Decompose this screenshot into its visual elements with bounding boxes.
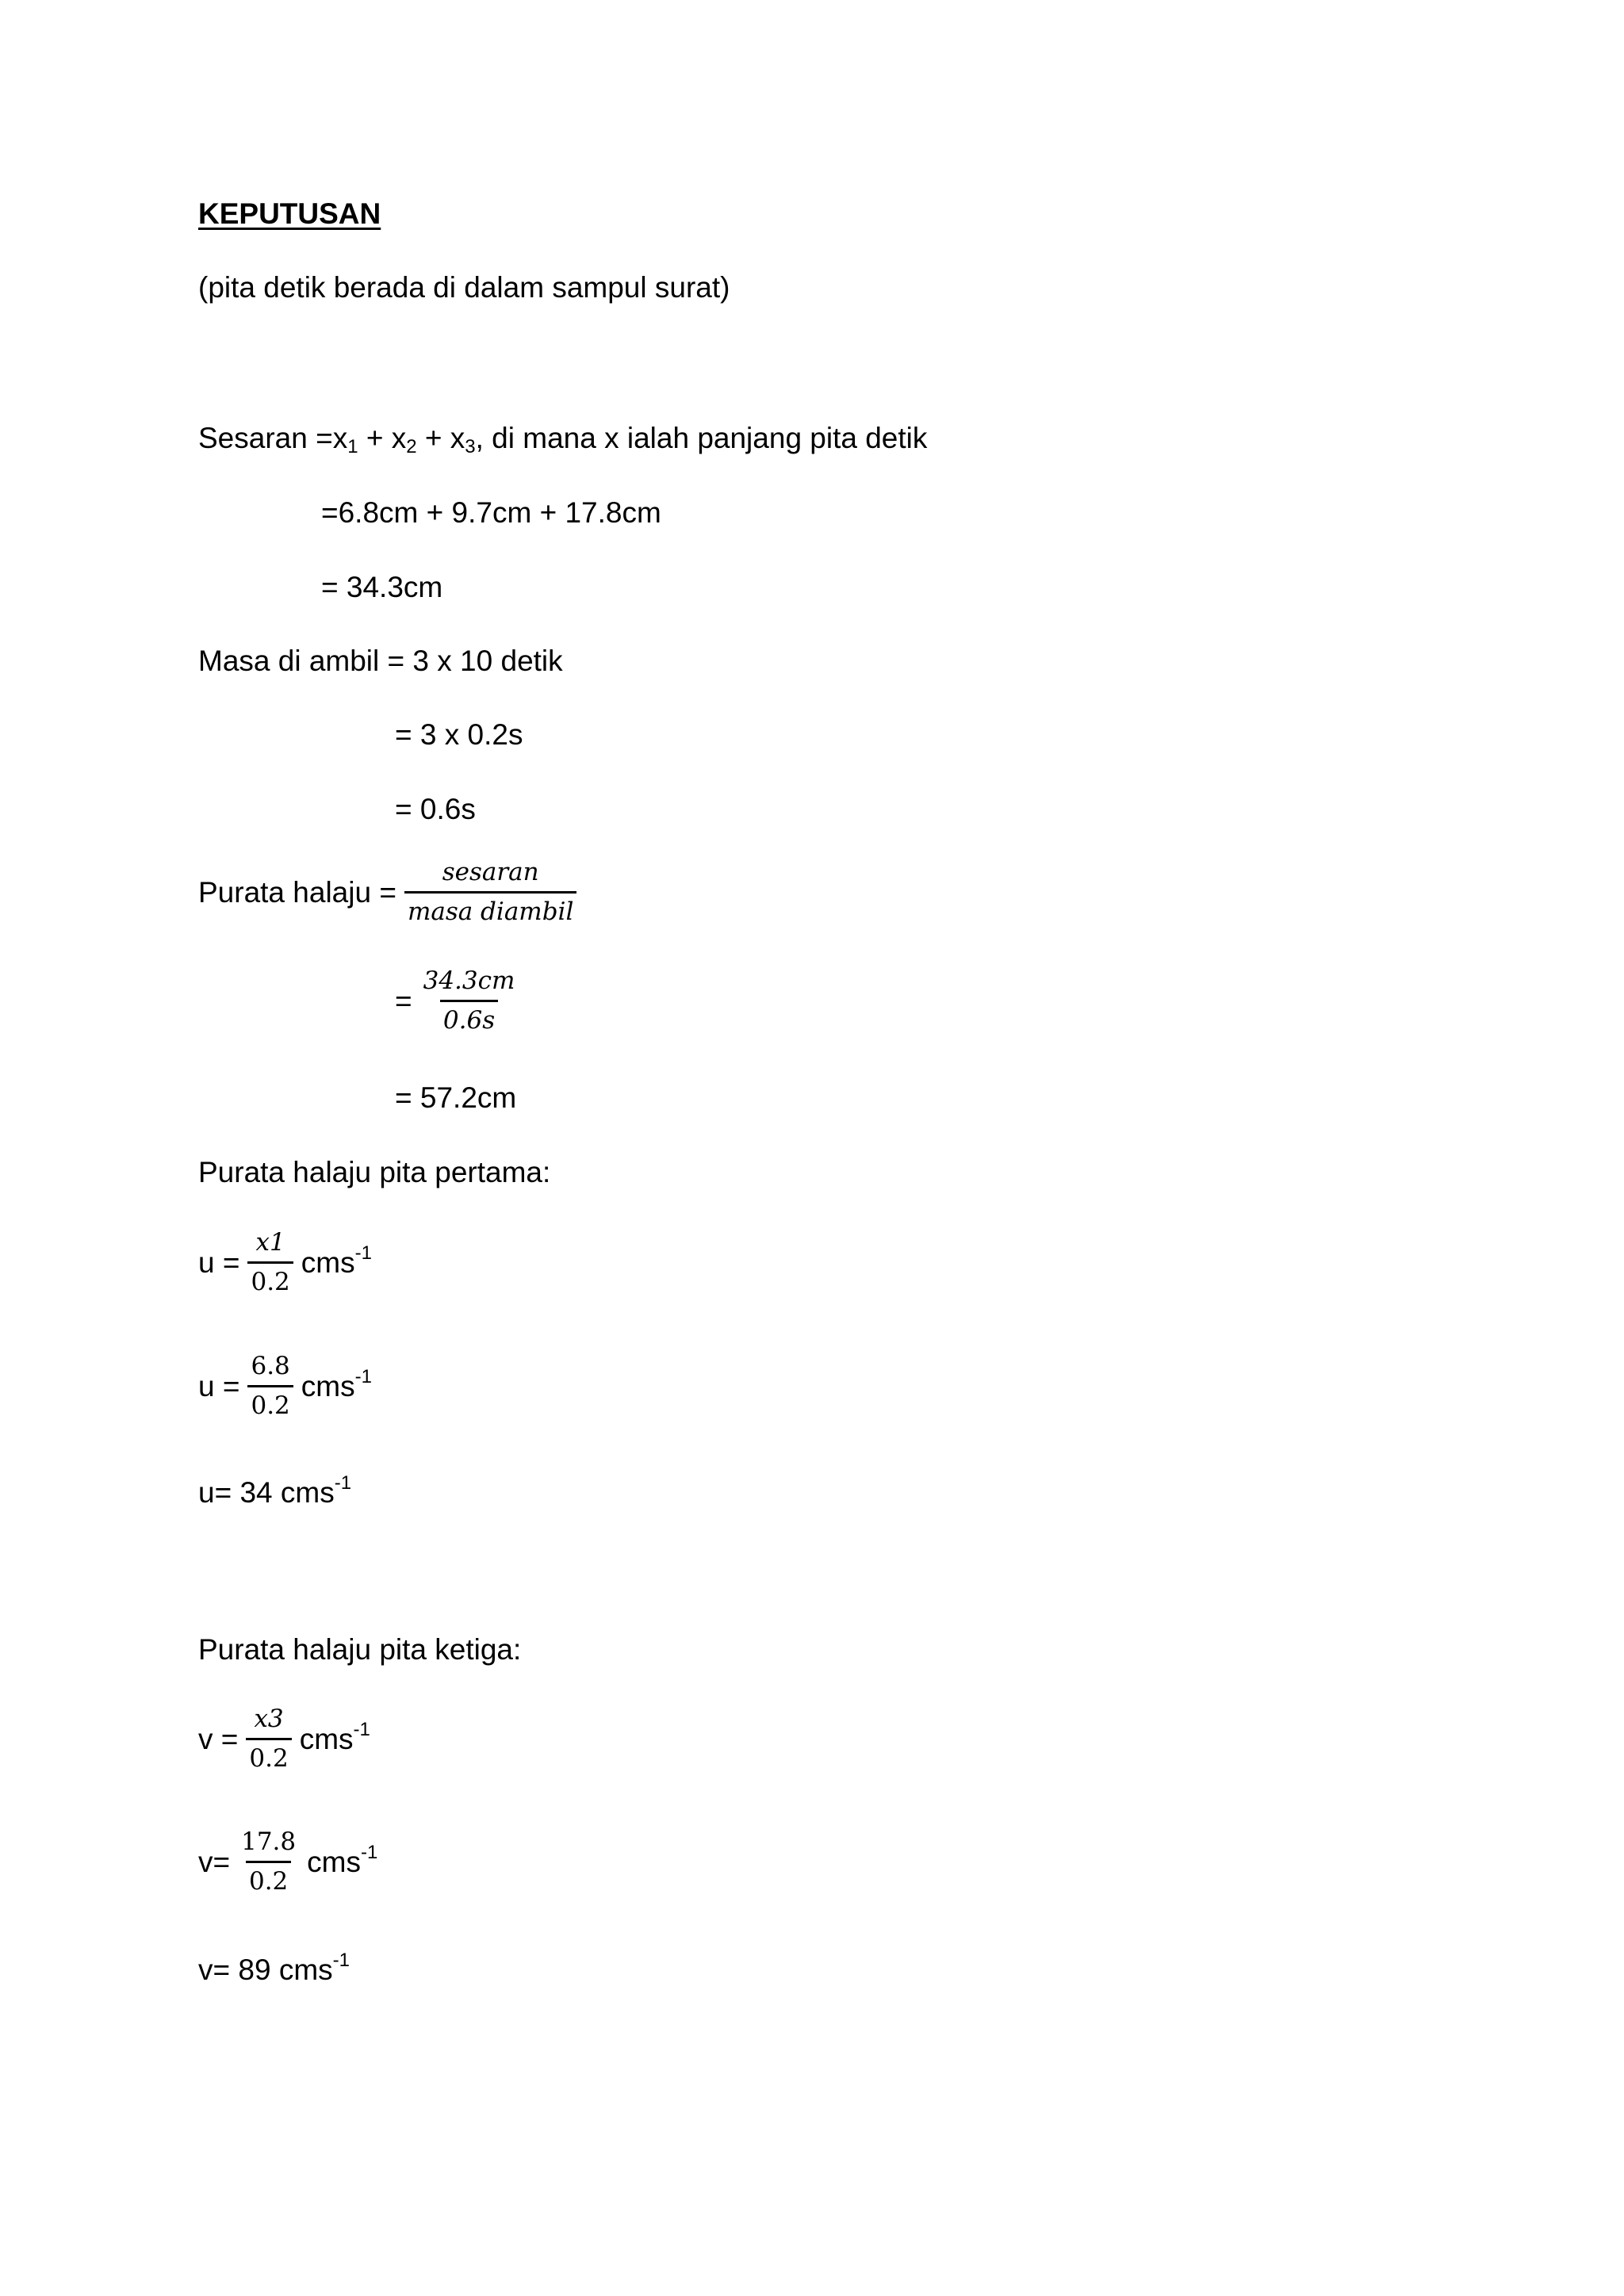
note-text: (pita detik berada di dalam sampul surat): [198, 271, 730, 304]
purata-result: = 57.2cm: [395, 1081, 517, 1114]
pertama-line-1-lhs: u =: [198, 1246, 240, 1279]
purata-label: Purata halaju =: [198, 876, 396, 909]
unit-text: cms: [307, 1846, 361, 1878]
pertama-fraction-2: [247, 1354, 293, 1418]
page-heading: KEPUTUSAN: [198, 197, 381, 230]
pertama-title: Purata halaju pita pertama:: [198, 1156, 551, 1188]
masa-line-2: = 3 x 0.2s: [395, 718, 523, 751]
ketiga-result-exponent: -1: [332, 1950, 350, 1971]
unit-exponent: -1: [354, 1366, 372, 1387]
pertama-result-exponent: -1: [334, 1472, 352, 1494]
ketiga-line-1: [198, 1707, 370, 1771]
pertama-line-1-unit: [301, 1242, 372, 1279]
sesaran-line: [198, 422, 928, 457]
pertama-fraction-1: [247, 1230, 293, 1295]
masa-line-1: Masa di ambil = 3 x 10 detik: [198, 645, 563, 677]
purata-fraction-2-denominator: 0.6s: [440, 1000, 498, 1033]
pertama-result-text: u= 34 cms: [198, 1476, 335, 1509]
sesaran-step-2: = 34.3cm: [321, 571, 443, 603]
ketiga-fraction-2-numerator: 17.8: [241, 1827, 297, 1856]
ketiga-line-1-lhs: v =: [198, 1723, 239, 1755]
purata-fraction-1-numerator: sesaran: [442, 858, 539, 886]
ketiga-fraction-1: [246, 1707, 291, 1771]
unit-text: cms: [299, 1723, 354, 1755]
sesaran-prefix: Sesaran =x: [198, 422, 348, 454]
sesaran-sub-2: 2: [406, 436, 417, 457]
purata-equals: =: [395, 985, 412, 1017]
sesaran-suffix: , di mana x ialah panjang pita detik: [475, 422, 928, 454]
pertama-fraction-1-numerator: x1: [255, 1228, 285, 1257]
ketiga-line-2: [198, 1827, 378, 1896]
pertama-result: [198, 1472, 352, 1509]
purata-fraction-1-row: [198, 860, 576, 924]
unit-exponent: -1: [360, 1842, 378, 1863]
masa-line-3: = 0.6s: [395, 793, 476, 825]
purata-fraction-2-row: [395, 966, 518, 1035]
ketiga-fraction-1-numerator: x3: [254, 1705, 284, 1733]
sesaran-plus-2: + x: [416, 422, 465, 454]
purata-fraction-2-numerator: 34.3cm: [423, 966, 515, 995]
ketiga-fraction-2-denominator: 0.2: [246, 1861, 291, 1894]
pertama-fraction-2-denominator: 0.2: [247, 1385, 293, 1418]
ketiga-line-1-unit: [299, 1719, 370, 1755]
unit-text: cms: [301, 1246, 355, 1279]
purata-fraction-2: [420, 966, 519, 1035]
ketiga-line-2-lhs: v=: [198, 1846, 231, 1878]
unit-text: cms: [301, 1370, 355, 1402]
ketiga-fraction-1-denominator: 0.2: [246, 1738, 291, 1771]
pertama-fraction-1-denominator: 0.2: [247, 1261, 293, 1295]
sesaran-sub-1: 1: [347, 436, 358, 457]
unit-exponent: -1: [354, 1242, 372, 1264]
ketiga-line-2-unit: [307, 1842, 378, 1878]
pertama-fraction-2-numerator: 6.8: [251, 1352, 290, 1380]
pertama-line-2-unit: [301, 1366, 372, 1402]
sesaran-plus-1: + x: [358, 422, 407, 454]
purata-fraction-1: [404, 860, 576, 924]
pertama-line-1: [198, 1230, 372, 1295]
sesaran-sub-3: 3: [465, 436, 476, 457]
ketiga-fraction-2: [238, 1827, 299, 1896]
ketiga-title: Purata halaju pita ketiga:: [198, 1633, 522, 1666]
unit-exponent: -1: [353, 1719, 370, 1740]
ketiga-result: [198, 1950, 350, 1986]
ketiga-result-text: v= 89 cms: [198, 1954, 333, 1986]
purata-fraction-1-denominator: masa diambil: [404, 891, 576, 924]
pertama-line-2: [198, 1354, 372, 1418]
sesaran-step-1: =6.8cm + 9.7cm + 17.8cm: [321, 496, 661, 529]
pertama-line-2-lhs: u =: [198, 1370, 240, 1402]
